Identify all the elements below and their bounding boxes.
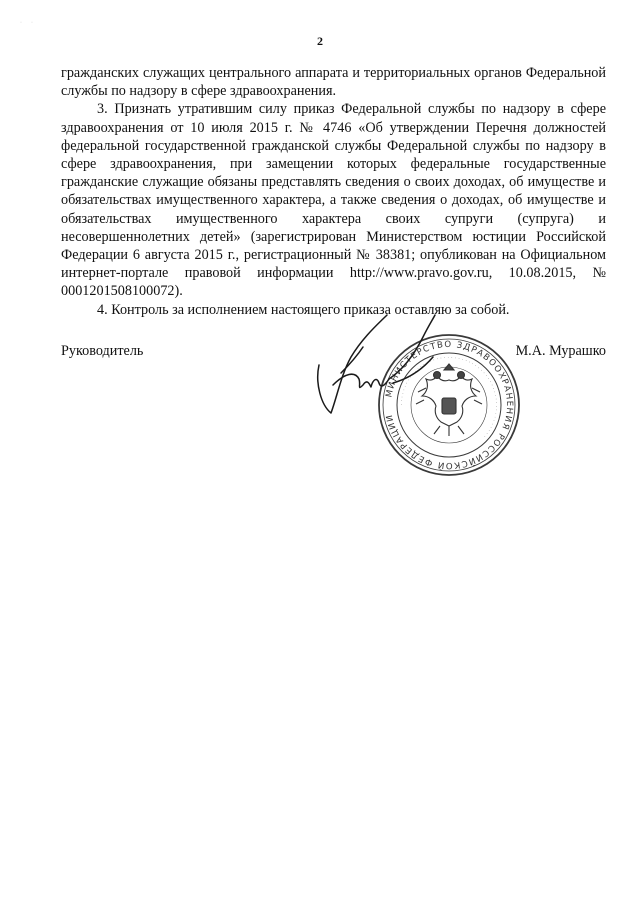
svg-text:· · · · · · · · · · · · · · ·: · · · · · · · · · · · · · · · · · · · · · · · · · · · · · · · · · · · · · · · · · · · · · · · · · · · xyxy=(399,355,499,439)
handwritten-signature xyxy=(311,313,451,423)
paragraph-continuation: гражданских служащих центрального аппарата и территориальных органов Федеральной службы по надзору в сфере здравоохранения. xyxy=(61,65,606,100)
signature-block xyxy=(61,339,606,483)
paragraph-item-4: 4. Контроль за исполнением настоящего приказа оставляю за собой. xyxy=(97,301,510,318)
paragraph-item-3: 3. Признать утратившим силу приказ Федеральной службы по надзору в сфере здравоохранения от 10 июля 2015 г. № 4746 «Об утверждении Перечня должностей федеральной государственной гражданской службы Федеральной службы по надзору в сфере здравоохранения, при замещении которых федеральные государственные гражданские служащие обязаны представлять сведения о своих доходах, об имуществе и обязательствах имущественного характера, а также сведения о доходах, об имуществе и обязательствах имущественного характера своих супруги (супруга) и несовершеннолетних детей» (зарегистрирован Министерством юстиции Российской Федерации 6 августа 2015 г., регистрационный № 38381; опубликован на Официальном интернет-портале правовой информации http://www.pravo.gov.ru, 10.08.2015, № 0001201508100072). xyxy=(61,101,606,300)
page-number: 2 xyxy=(317,34,323,48)
document-body xyxy=(61,64,606,319)
signer-name: М.А. Мурашко xyxy=(515,343,606,359)
seal-outer-text: МИНИСТЕРСТВО ЗДРАВООХРАНЕНИЯ РОССИЙСКОЙ ФЕДЕРАЦИИ xyxy=(384,339,515,471)
scan-specks: · · xyxy=(20,20,33,26)
signer-position: Руководитель xyxy=(61,343,144,359)
